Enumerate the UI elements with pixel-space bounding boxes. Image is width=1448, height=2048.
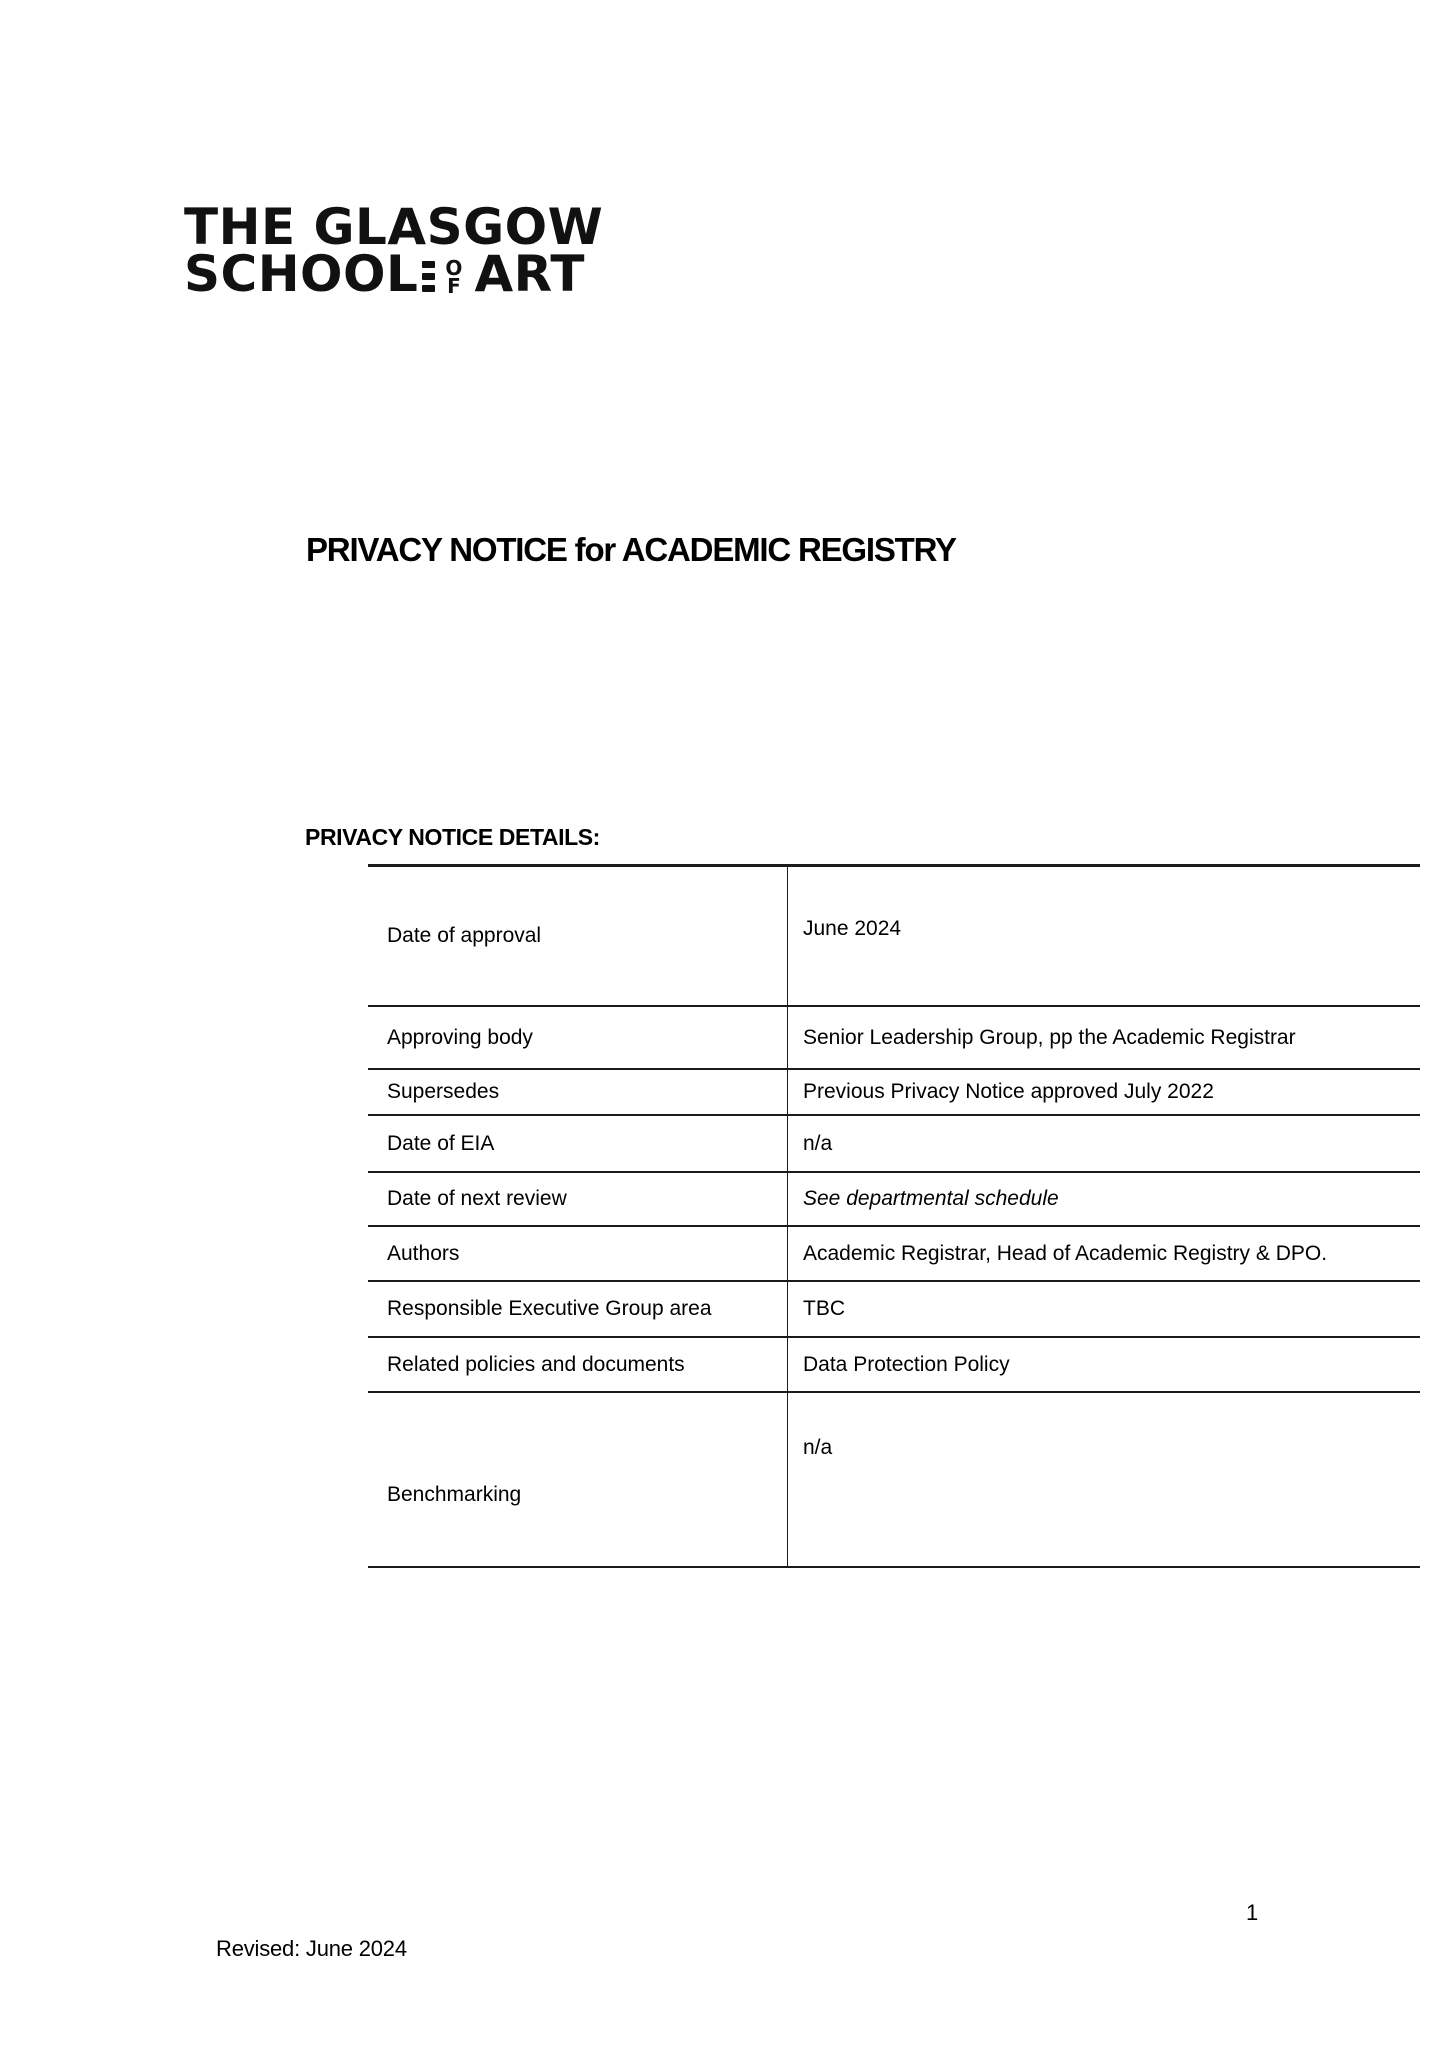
gsa-logo-of-bottom: F [447, 273, 461, 298]
row-value: Data Protection Policy [803, 1352, 1010, 1376]
details-table [368, 864, 1420, 1568]
row-label: Date of approval [368, 867, 788, 1005]
gsa-logo-line-1: THE GLASGOW [184, 198, 604, 256]
footer-revised-text: Revised: June 2024 [216, 1936, 407, 1961]
page-title: PRIVACY NOTICE for ACADEMIC REGISTRY [306, 531, 956, 568]
row-label: Supersedes [368, 1070, 788, 1114]
row-label: Date of EIA [368, 1116, 788, 1171]
row-label: Responsible Executive Group area [368, 1282, 788, 1336]
gsa-logo [184, 198, 604, 303]
gsa-logo-colon-mark [422, 261, 435, 292]
page-number: 1 [1246, 1900, 1259, 1925]
table-row [368, 1393, 1420, 1568]
row-label: Date of next review [368, 1173, 788, 1225]
gsa-logo-of-top: O [445, 255, 463, 280]
row-label: Benchmarking [368, 1393, 788, 1566]
table-row [368, 1338, 1420, 1393]
table-row [368, 1227, 1420, 1282]
row-label: Approving body [368, 1007, 788, 1068]
table-row [368, 867, 1420, 1007]
row-value: See departmental schedule [803, 1187, 1059, 1210]
table-row [368, 1173, 1420, 1227]
row-value: June 2024 [803, 917, 902, 940]
table-row [368, 1282, 1420, 1338]
gsa-logo-line-2 [184, 245, 603, 303]
gsa-logo-art-text: ART [474, 245, 585, 303]
gsa-logo-school-text: SCHOOL [184, 245, 419, 303]
row-value: Senior Leadership Group, pp the Academic Registrar [803, 1025, 1296, 1049]
section-heading: PRIVACY NOTICE DETAILS: [305, 824, 600, 850]
table-row [368, 1116, 1420, 1173]
row-value: n/a [803, 1131, 833, 1155]
table-row [368, 1070, 1420, 1116]
row-value: Previous Privacy Notice approved July 2022 [803, 1080, 1214, 1103]
gsa-logo-of-stack [445, 255, 463, 298]
row-label: Authors [368, 1227, 788, 1280]
row-value: Academic Registrar, Head of Academic Registry & DPO. [803, 1241, 1328, 1265]
table-row [368, 1007, 1420, 1070]
row-label: Related policies and documents [368, 1338, 788, 1391]
row-value: TBC [803, 1297, 845, 1320]
row-value: n/a [803, 1436, 833, 1459]
